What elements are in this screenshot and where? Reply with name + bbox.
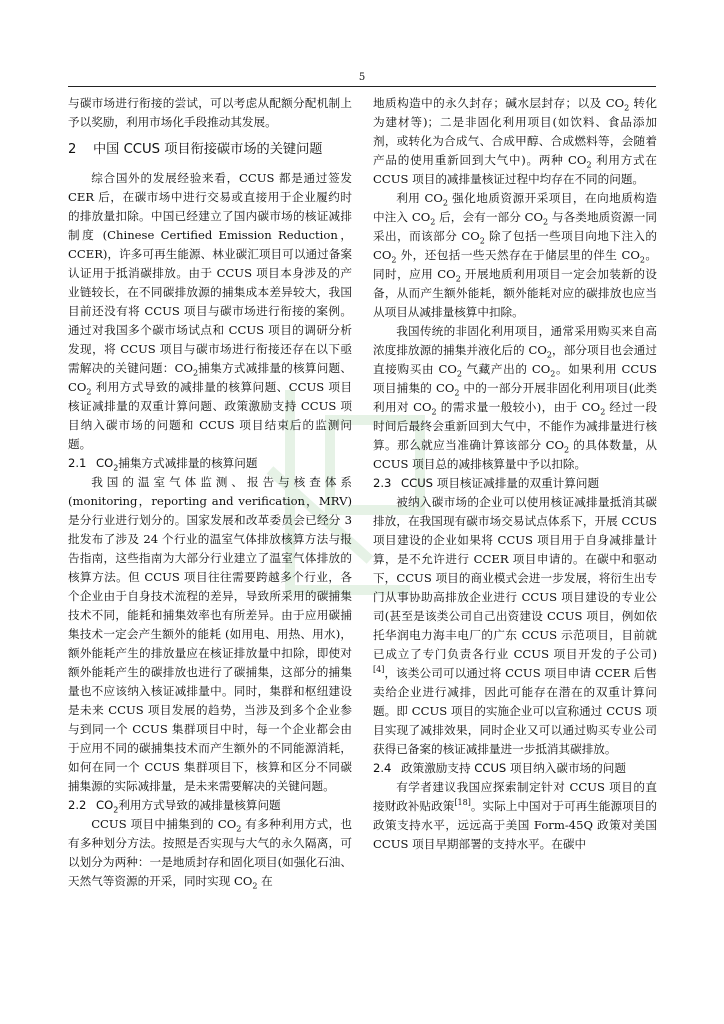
section-number: 2: [68, 142, 77, 157]
right-column: [373, 94, 657, 854]
subsection-2-1-heading: 2.1 $CO_2$捕集方式减排量的核算问题: [68, 456, 258, 473]
paragraph: 综合国外的发展经验来看，CCUS 都是通过签发 CER 后，在碳市场中进行交易或直接用于企业履约时的排放量扣除。中国已经建立了国内碳市场的核证减排制度 (Chinese Certified Emission Reduction，CCER)，许多可再生能源、林业碳汇项目可以通过备案认证用于抵消碳排放。由于 CCUS 项目本身涉及的产业链较长，在不同碳排放源的捕集成本差异较大，我国目前还没有将 CCUS 项目与碳市场进行衔接的案例。通过对我国多个碳市场试点和 CCUS 项目的调研分析发现，将 CCUS 项目与碳市场进行衔接还存在以下亟需解决的关键问题：$CO_2$捕集方式减排量的核算问题、$CO_2$ 利用方式导致的减排量的核算问题、CCUS 项目核证减排量的双重计算问题、政策激励支持 CCUS 项目纳入碳市场的问题和 CCUS 项目结束后的监测问题。: [68, 171, 352, 451]
section-title: 中国 CCUS 项目衔接碳市场的关键问题: [93, 142, 323, 157]
header-rule: [68, 86, 656, 87]
left-column: [68, 94, 352, 891]
paragraph: 有学者建议我国应探索制定针对 CCUS 项目的直接财政补贴政策[18]。实际上中国对于可再生能源项目的政策支持水平，远远高于美国 Form-45Q 政策对美国 CCUS 项目早期部署的支持水平。在碳中: [373, 780, 657, 851]
section-2-heading: [68, 140, 352, 160]
paragraph: 我国的温室气体监测、报告与核查体系 (monitoring，reporting and verification，MRV)是分行业进行划分的。国家发展和改革委员会已经分 3 批发布了涉及 24 个行业的温室气体排放核算方法与报告指南，这些指南为大部分行业建立了温室气体排放的核算方法。但 CCUS 项目往往需要跨越多个行业，各个企业由于自身技术流程的差异，导致所采用的碳捕集技术不同，能耗和捕集效率也有所差异。由于应用碳捕集技术一定会产生额外的能耗 (如用电、用热、用水)，额外能耗产生的排放量应在核证排放量中扣除，即使对额外能耗产生的碳排放也进行了碳捕集，这部分的捕集量也不应该纳入核证减排量中。同时，集群和枢纽建设是未来 CCUS 项目发展的趋势，当涉及到多个企业参与到同一个 CCUS 集群项目中时，每一个企业都会由于应用不同的碳捕集技术而产生额外的不同能源消耗，如何在同一个 CCUS 集群项目下，核算和区分不同碳捕集源的实际减排量，是未来需要解决的关键问题。: [68, 475, 352, 793]
paragraph: 被纳入碳市场的企业可以使用核证减排量抵消其碳排放，在我国现有碳市场交易试点体系下，开展 CCUS 项目建设的企业如果将 CCUS 项目用于自身减排量计算，是不允许进行 CCER 项目申请的。在碳中和驱动下，CCUS 项目的商业模式会进一步发展，将衍生出专门从事协助高排放企业进行 CCUS 项目建设的专业公司(甚至是该类公司自己出资建设 CCUS 项目，例如依托华润电力海丰电厂的广东 CCUS 示范项目，目前就已成立了专门负责各行业 CCUS 项目开发的子公司)[4]，该类公司可以通过将 CCUS 项目申请 CCER 后售卖给企业进行减排，因此可能存在潜在的双重计算问题。即 CCUS 项目的实施企业可以宣称通过 CCUS 项目实现了减排效果，同时企业又可以通过购买专业公司获得已备案的核证减排量进一步抵消其碳排放。: [373, 495, 657, 756]
paragraph: 与碳市场进行衔接的尝试，可以考虑从配额分配机制上予以奖励，利用市场化手段推动其发展。: [68, 96, 352, 129]
page-number: 5: [358, 72, 366, 83]
paragraph: 利用 $CO_2$ 强化地质资源开采项目，在向地质构造中注入 $CO_2$ 后，会有一部分 $CO_2$ 与各类地质资源一同采出，而该部分 $CO_2$ 除了包括一些项目向地下注入的 $CO_2$ 外，还包括一些天然存在于储层里的伴生 $CO_2$。同时，应用 $CO_2$ 开展地质利用项目一定会加装新的设备，从而产生额外能耗，额外能耗对应的碳排放也应当从项目从减排量核算中扣除。: [373, 191, 658, 319]
paragraph: 我国传统的非固化利用项目，通常采用购买来自高浓度排放源的捕集并液化后的 $CO_2$，部分项目也会通过直接购买由 $CO_2$ 气藏产出的 $CO_2$。如果利用 CCUS 项目捕集的 $CO_2$ 中的一部分开展非固化利用项目(此类利用对 $CO_2$ 的需求量一般较小)，由于 $CO_2$ 经过一段时间后最终会重新回到大气中，不能作为减排量进行核算。那么就应当准确计算该部分 $CO_2$ 的具体数量，从 CCUS 项目总的减排核算量中予以扣除。: [373, 324, 658, 471]
subsection-2-3-heading: 2.3 CCUS 项目核证减排量的双重计算问题: [373, 476, 600, 490]
subsection-2-4-heading: 2.4 政策激励支持 CCUS 项目纳入碳市场的问题: [373, 761, 626, 775]
paragraph: CCUS 项目中捕集到的 $CO_2$ 有多种利用方式，也有多种划分方法。按照是否实现与大气的永久隔离，可以划分为两种：一是地质封存和固化项目(如强化石油、天然气等资源的开采，同时实现 $CO_2$ 在: [68, 817, 353, 891]
subsection-2-2-heading: 2.2 $CO_2$利用方式导致的减排量核算问题: [68, 798, 281, 815]
paragraph: 地质构造中的永久封存；碱水层封存；以及 $CO_2$ 转化为建材等)；二是非固化利用项目(如饮料、食品添加剂，或转化为合成气、合成甲醇、合成燃料等，会随着产品的使用重新回到大气中)。两种 $CO_2$ 利用方式在 CCUS 项目的减排量核证过程中均存在不同的问题。: [373, 96, 658, 186]
